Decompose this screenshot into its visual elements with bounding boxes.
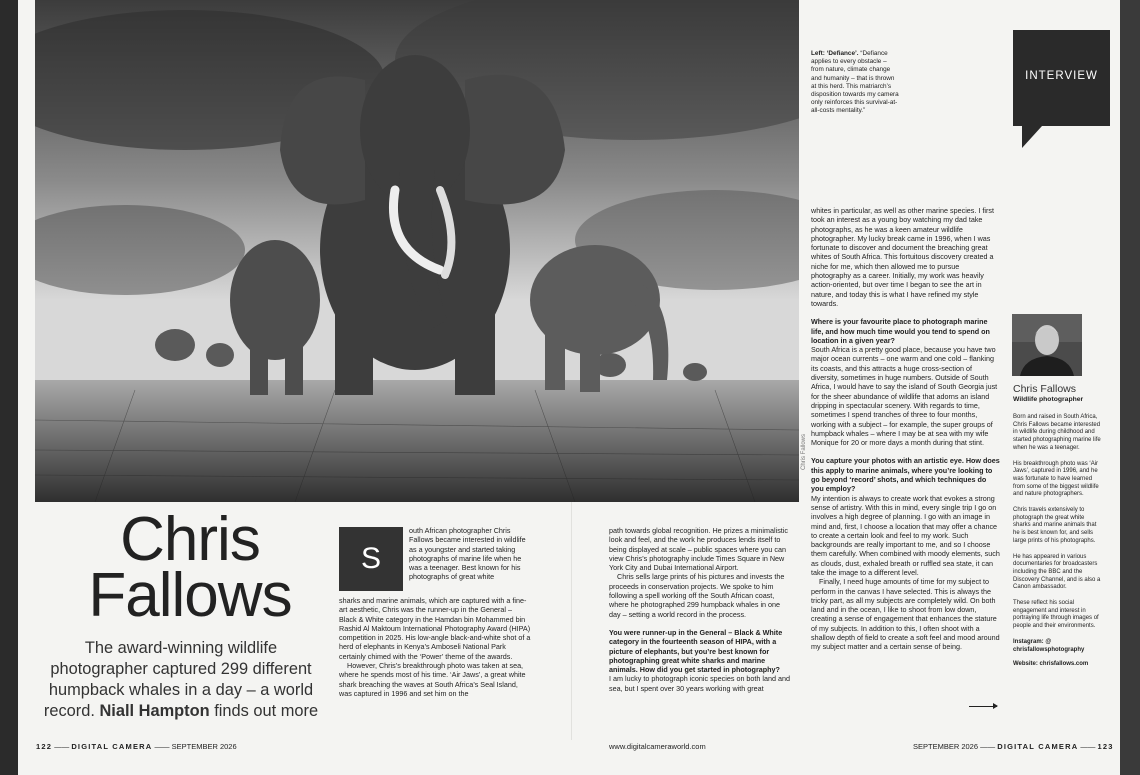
body-col-2 — [609, 526, 791, 693]
col1-paragraph-2: However, Chris’s breakthrough photo was taken at sea, where he spends most of his time. ‘Air Jaws’, a great white shark breaching the waves at South Africa’s Seal Island, was captured in 1996 and set him on the — [339, 661, 526, 698]
sidebar-role: Wildlife photographer — [1013, 396, 1084, 403]
col1-paragraph-1: sharks and marine animals, which are captured with a fine-art aesthetic, Chris was the runner-up in the General – Black & White category in the Hamdan bin Mohammed bin Rashid Al Maktoum International Photography Award (HIPA) competition in 2025. His low-angle black-and-white shot of a herd of elephants in Kenya’s Amboseli National Park certainly chimed with the ‘Power’ theme of the awards. — [339, 596, 531, 661]
drop-cap: S — [339, 527, 403, 591]
body-col-3 — [811, 206, 1001, 652]
answer-3-continued: Finally, I need huge amounts of time for my subject to perform in the canvas I have selected. This is always the tricky part, as all my subjects are completely wild. On both land and in the ocean, I like to shoot from low down, creating a sense of engagement that enhances the stature of my subjects. In addition to this, I often shoot with a shallow depth of field to create a soft feel and mood around my subject matter and a certain sense of being. — [811, 577, 1000, 652]
photo-credit: Chris Fallows — [801, 433, 807, 470]
col2-paragraph-1: path towards global recognition. He prizes a minimalistic look and feel, and the work he produces lends itself to being displayed at scale – public spaces where you can view Chris’s photography include Times Square in New York City and Dubai International Airport. — [609, 526, 788, 573]
sidebar-instagram — [1013, 639, 1103, 654]
title-line-1: Chris — [120, 505, 260, 574]
sidebar-paragraph-1: Born and raised in South Africa, Chris Fallows became interested in wildlife during childhood and started photographing marine life when he was a teenager. — [1013, 414, 1101, 451]
sidebar-paragraph-3: Chris travels extensively to photograph the great white sharks and marine animals that he is best known for, and sells large prints of his photographs. — [1013, 507, 1097, 544]
elephant-herd-photo — [35, 0, 799, 502]
photo-caption — [811, 50, 901, 116]
answer-2: South Africa is a pretty good place, because you have two major ocean currents – one warm and one cold – flanking its coasts, and this attracts a huge cross-section of diversity, sometimes in huge numbers. Outside of South Africa, I would have to say the island of South Georgia just for the sheer abundance of wildlife that adorns an island dripping in spectacular scenery. With regards to time, sometimes I spend tranches of three to four months, working with a subject – for example, the super groups of humpback whales – where I may be at sea with my wife Monique for 20 or more days a month during that stint. — [811, 345, 998, 448]
sidebar-paragraph-5: These reflect his social engagement and interest in portraying life through images of people and their environments. — [1013, 600, 1099, 630]
answer-3: My intention is always to create work that evokes a strong sense of artistry. With this in mind, every single trip I go on involves a high degree of planning. I go with an image in mind and, first, I choose a location that may offer a chance to create a certain look and feel to my work. Such backgrounds are really important to me, and so I choose them carefully. When combined with moody elements, such as clouds, dust, exhaled breath or ruffled sea state, it can take the image to a different level. — [811, 493, 1000, 577]
background-right-edge — [1120, 0, 1140, 775]
standfirst-tail: finds out more — [214, 702, 319, 720]
body-col-1-intro — [409, 526, 530, 582]
question-1: You were runner-up in the General – Black & White category in the fourteenth season of HIPA, with a picture of elephants, but you’re best known for photographing great white sharks and marine animals. How did you get started in photography? — [609, 627, 783, 675]
footer-right-page: 123 — [1097, 742, 1114, 751]
sidebar-paragraph-2: His breakthrough photo was ‘Air Jaws’, captured in 1996, and he was fortunate to have learned from some of the biggest wildlife and nature photographers. — [1013, 460, 1099, 498]
footer-right: SEPTEMBER 2026 —— DIGITAL CAMERA —— 123 — [913, 742, 1114, 751]
footer-right-date: SEPTEMBER 2026 — [913, 742, 979, 751]
answer-1-continued: whites in particular, as well as other marine species. I first took an interest as a young boy watching my dad take photographs, as he was a keen amateur wildlife photographer. My lucky break came in 1996, when I was fortunate to discover and document the breaching great whites of South Africa. This fortuitous discovery created a niche for me, which then allowed me to pursue photography as a career. Initially, my work was heavily action-oriented, but over time I began to see the art in nature, and today this is what I have refined my style towards. — [811, 206, 994, 308]
caption-lead: Left: ‘Defiance’. — [811, 50, 859, 57]
footer-left-page: 122 — [36, 742, 53, 751]
section-tab-label: INTERVIEW — [1025, 70, 1098, 82]
footer-right-mag: DIGITAL CAMERA — [997, 742, 1079, 751]
standfirst-author: Niall Hampton — [99, 702, 210, 720]
caption-text: “Defiance applies to every obstacle – from nature, climate change and humanity – that is thrown at this herd. This matriarch’s disposition towards my camera only reinforces this survival-at-all-costs mentality.” — [811, 50, 899, 115]
body-col-1 — [339, 596, 531, 698]
section-tab-tail — [1022, 126, 1042, 148]
sidebar-name: Chris Fallows — [1013, 383, 1077, 395]
intro-text: outh African photographer Chris Fallows became interested in wildlife as a youngster and started taking photographs of marine life when he was a teenager. Best known for his photographs of great white — [409, 526, 526, 582]
instagram-handle[interactable]: chrisfallowsphotography — [1013, 646, 1085, 653]
background-left-edge — [0, 0, 18, 775]
section-tab — [1013, 30, 1110, 126]
question-2: Where is your favourite place to photograph marine life, and how much time would you tend to spend on location in a given year? — [811, 317, 990, 345]
question-3: You capture your photos with an artistic eye. How does this apply to marine animals, where you’re looking to go beyond ‘record’ shots, and which techniques do you employ? — [811, 456, 1000, 494]
sidebar-website[interactable]: Website: chrisfallows.com — [1013, 661, 1089, 668]
standfirst — [36, 638, 326, 722]
title-line-2: Fallows — [88, 561, 292, 630]
answer-1: I am lucky to photograph iconic species on both land and sea, but I spent over 30 years working with great — [609, 674, 791, 693]
article-title — [40, 505, 340, 630]
portrait-photo — [1012, 314, 1082, 376]
instagram-label: Instagram: @ — [1013, 638, 1052, 645]
sidebar-paragraph-4: He has appeared in various documentaries for broadcasters including the BBC and the Discovery Channel, and is also a Canon ambassador. — [1013, 553, 1101, 591]
standfirst-text: The award-winning wildlife photographer captured 299 different humpback whales in a day – a world record. — [43, 639, 314, 720]
footer-left: 122 —— DIGITAL CAMERA —— SEPTEMBER 2026 — [36, 742, 237, 751]
footer-left-mag: DIGITAL CAMERA — [71, 742, 153, 751]
col2-paragraph-2: Chris sells large prints of his pictures and invests the proceeds in conservation projects. We spoke to him following a spell working off the South African coast, where he photographed 299 humpback whales in one day – setting a world record in the process. — [609, 572, 785, 619]
footer-url[interactable]: www.digitalcameraworld.com — [609, 742, 706, 751]
continue-arrow-icon — [969, 706, 997, 707]
sidebar-bio — [1013, 414, 1103, 677]
footer-left-date: SEPTEMBER 2026 — [171, 742, 237, 751]
